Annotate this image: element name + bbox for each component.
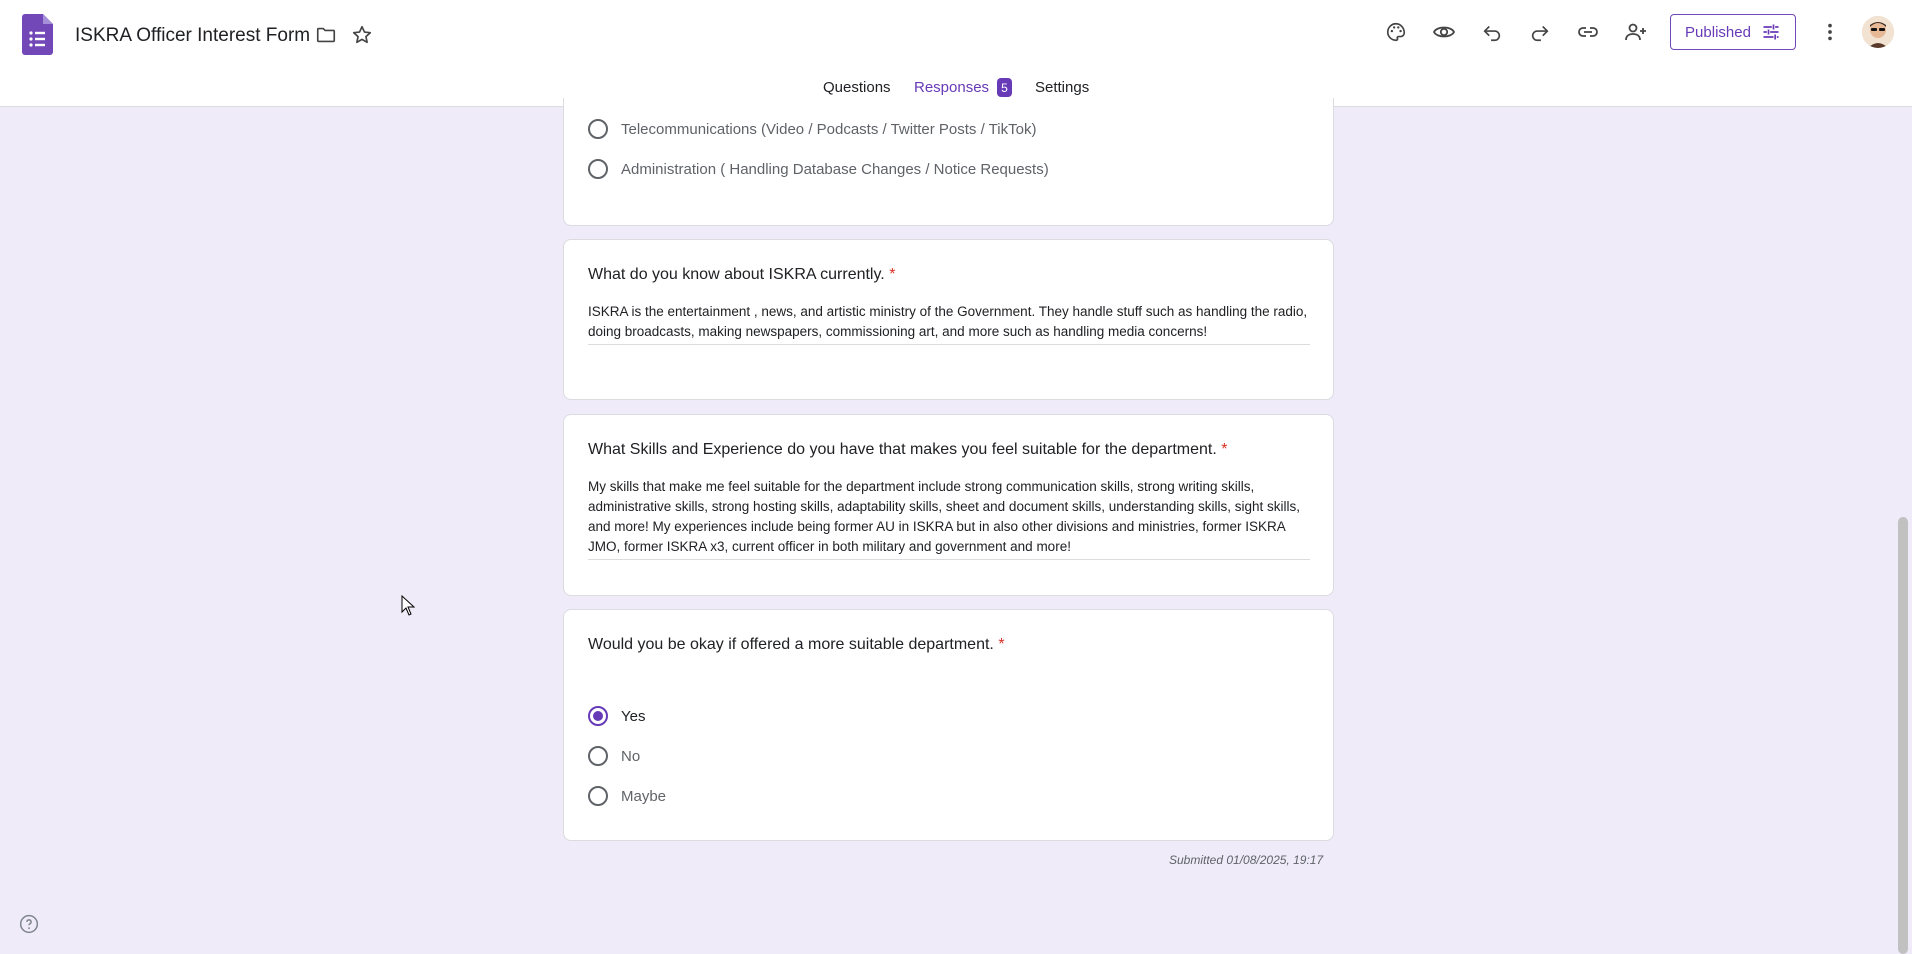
question-title: What do you know about ISKRA currently. * — [588, 266, 896, 283]
option-yes[interactable]: Yes — [588, 704, 645, 728]
radio-checked[interactable] — [588, 706, 608, 726]
question-title: Would you be okay if offered a more suitable department. * — [588, 636, 1005, 653]
radio-unchecked[interactable] — [588, 159, 608, 179]
palette-icon[interactable] — [1381, 17, 1411, 47]
answer-text: ISKRA is the entertainment , news, and artistic ministry of the Government. They handle stuff such as handling the radio, doing broadcasts, making newspapers, commissioning art, and more such as handling media concerns! — [588, 302, 1310, 345]
required-asterisk: * — [1221, 441, 1228, 458]
option-maybe[interactable]: Maybe — [588, 784, 666, 808]
app-header — [0, 0, 1912, 107]
question-card-skills — [563, 414, 1334, 596]
tab-questions[interactable]: Questions — [823, 79, 891, 96]
redo-icon[interactable] — [1525, 17, 1555, 47]
question-title: What Skills and Experience do you have that makes you feel suitable for the department. * — [588, 441, 1228, 458]
tab-settings[interactable]: Settings — [1035, 79, 1090, 96]
required-asterisk: * — [998, 636, 1005, 653]
tune-icon — [1761, 22, 1781, 42]
question-card-know-iskra — [563, 239, 1334, 400]
option-telecommunications[interactable]: Telecommunications (Video / Podcasts / Twitter Posts / TikTok) — [588, 117, 1036, 141]
tab-responses[interactable]: Responses — [914, 79, 990, 96]
question-card-department — [563, 98, 1334, 226]
link-icon[interactable] — [1573, 17, 1603, 47]
folder-icon[interactable] — [311, 20, 341, 50]
star-icon[interactable] — [347, 20, 377, 50]
scrollbar[interactable] — [1898, 517, 1908, 954]
google-forms-logo-icon[interactable] — [22, 14, 53, 55]
radio-unchecked[interactable] — [588, 786, 608, 806]
form-title[interactable]: ISKRA Officer Interest Form — [75, 25, 311, 46]
responses-count-badge: 5 — [997, 78, 1012, 97]
radio-unchecked[interactable] — [588, 746, 608, 766]
radio-unchecked[interactable] — [588, 119, 608, 139]
required-asterisk: * — [889, 266, 896, 283]
option-no[interactable]: No — [588, 744, 640, 768]
help-icon[interactable] — [19, 914, 39, 934]
undo-icon[interactable] — [1477, 17, 1507, 47]
published-label: Published — [1685, 23, 1751, 41]
option-administration[interactable]: Administration ( Handling Database Changes / Notice Requests) — [588, 157, 1049, 181]
published-button[interactable] — [1670, 14, 1796, 50]
preview-eye-icon[interactable] — [1429, 17, 1459, 47]
avatar[interactable] — [1862, 16, 1894, 48]
question-card-suitable-department — [563, 609, 1334, 841]
more-vert-icon[interactable] — [1815, 17, 1845, 47]
answer-text: My skills that make me feel suitable for the department include strong communication skills, strong writing skills, administrative skills, strong hosting skills, adaptability skills, sheet and document skills, understanding skills, sight skills, and more! My experiences include being former AU in ISKRA but in also other divisions and ministries, former ISKRA JMO, former ISKRA x3, current officer in both military and government and more! — [588, 477, 1310, 560]
submitted-timestamp: Submitted 01/08/2025, 19:17 — [1169, 853, 1324, 867]
mouse-cursor-icon — [401, 595, 415, 616]
add-collaborator-icon[interactable] — [1621, 17, 1651, 47]
